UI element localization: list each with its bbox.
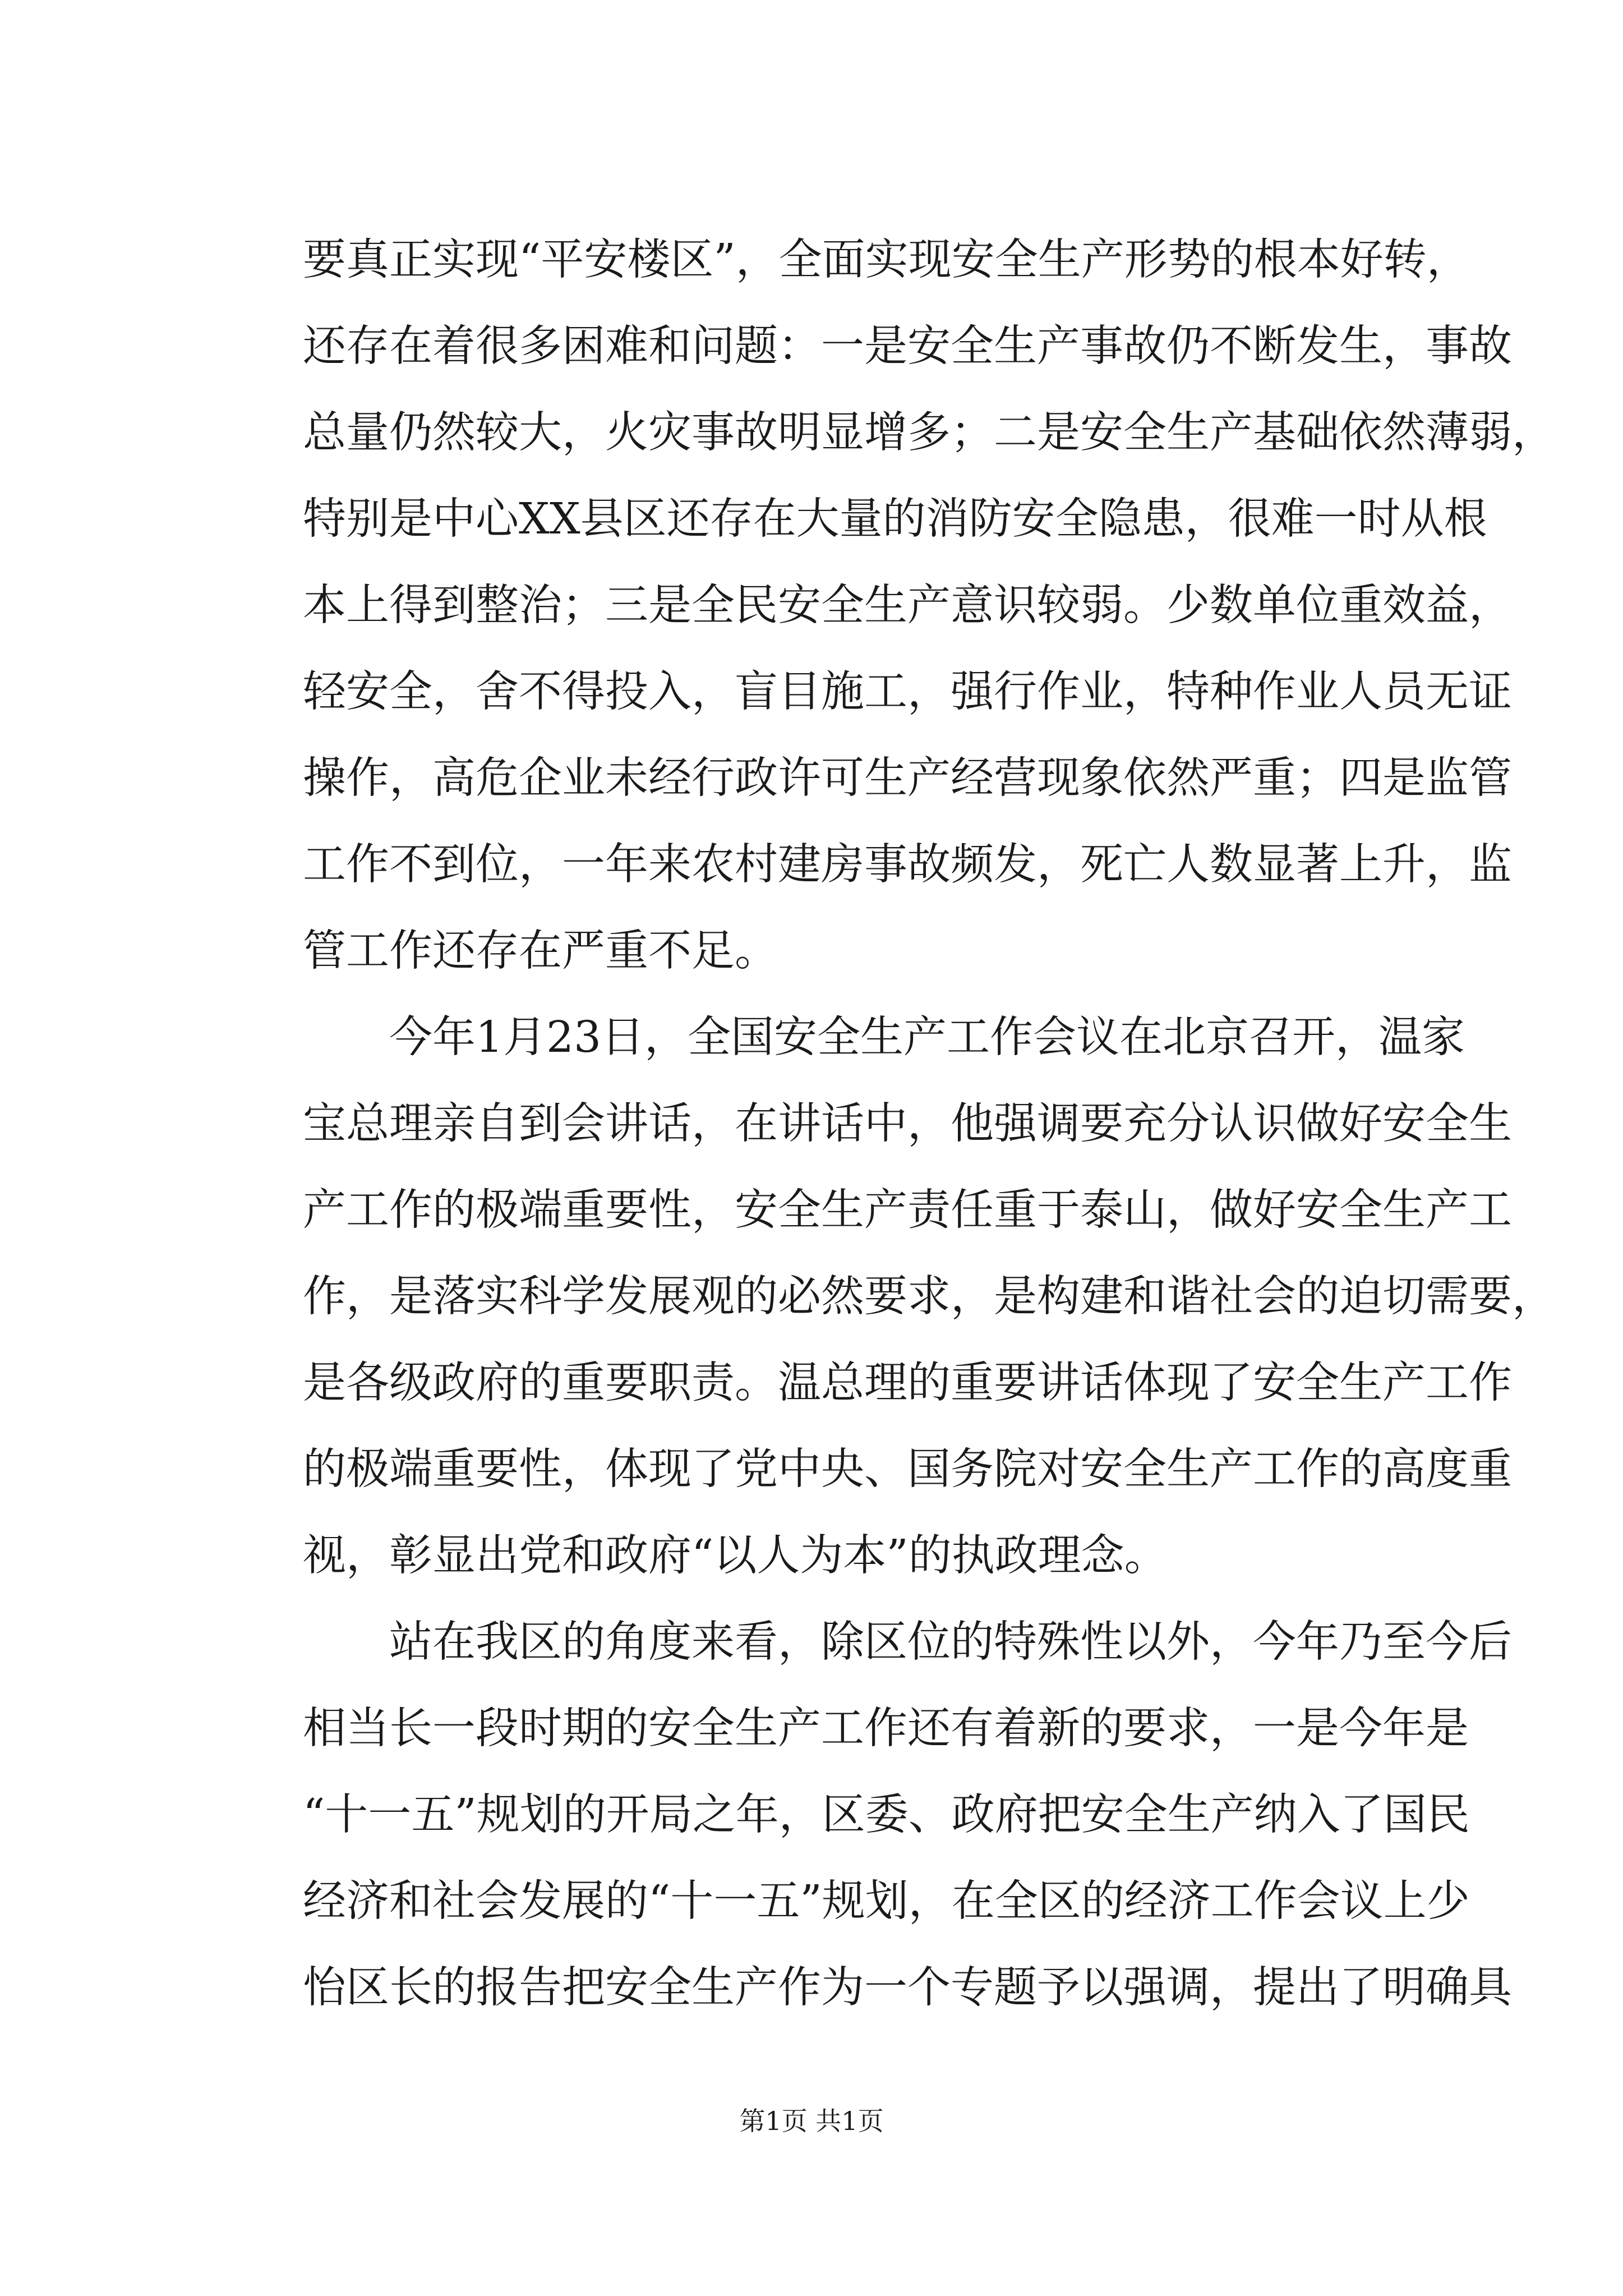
text-line: 特别是中心XX县区还存在大量的消防安全隐患，很难一时从根 bbox=[303, 494, 1487, 544]
text-line: 要真正实现“平安楼区”，全面实现安全生产形势的根本好转， bbox=[303, 235, 1470, 285]
page-number-footer: 第1页 共1页 bbox=[739, 2106, 884, 2136]
text-line: 本上得到整治；三是全民安全生产意识较弱。少数单位重效益， bbox=[303, 581, 1512, 631]
text-line: 怡区长的报告把安全生产作为一个专题予以强调，提出了明确具 bbox=[303, 1963, 1512, 2013]
paragraph-3 bbox=[303, 1599, 1512, 2031]
text-line: 站在我区的角度来看，除区位的特殊性以外，今年乃至今后 bbox=[389, 1617, 1512, 1667]
text-line: “十一五”规划的开局之年，区委、政府把安全生产纳入了国民 bbox=[303, 1790, 1470, 1840]
text-line: 的极端重要性，体现了党中央、国务院对安全生产工作的高度重 bbox=[303, 1444, 1512, 1494]
text-line: 操作，高危企业未经行政许可生产经营现象依然严重；四是监管 bbox=[303, 753, 1512, 803]
text-line: 经济和社会发展的“十一五”规划，在全区的经济工作会议上少 bbox=[303, 1876, 1470, 1926]
text-line: 是各级政府的重要职责。温总理的重要讲话体现了安全生产工作 bbox=[303, 1358, 1512, 1408]
text-line: 今年1月23日，全国安全生产工作会议在北京召开，温家 bbox=[389, 1013, 1465, 1062]
text-line: 轻安全，舍不得投入，盲目施工，强行作业，特种作业人员无证 bbox=[303, 667, 1512, 717]
text-line: 产工作的极端重要性，安全生产责任重于泰山，做好安全生产工 bbox=[303, 1185, 1512, 1235]
text-line: 作，是落实科学发展观的必然要求，是构建和谐社会的迫切需要， bbox=[303, 1272, 1555, 1322]
text-line: 视，彰显出党和政府“以人为本”的执政理念。 bbox=[303, 1531, 1168, 1581]
text-line: 宝总理亲自到会讲话，在讲话中，他强调要充分认识做好安全生 bbox=[303, 1099, 1512, 1149]
text-line: 管工作还存在严重不足。 bbox=[303, 926, 778, 976]
paragraph-1 bbox=[303, 217, 1555, 995]
text-line: 相当长一段时期的安全生产工作还有着新的要求，一是今年是 bbox=[303, 1704, 1469, 1754]
paragraph-2 bbox=[303, 995, 1555, 1599]
text-line: 总量仍然较大，火灾事故明显增多；二是安全生产基础依然薄弱， bbox=[303, 408, 1555, 458]
document-body bbox=[303, 217, 1555, 2031]
text-line: 工作不到位，一年来农村建房事故频发，死亡人数显著上升，监 bbox=[303, 840, 1512, 890]
text-line: 还存在着很多困难和问题：一是安全生产事故仍不断发生，事故 bbox=[303, 321, 1512, 371]
